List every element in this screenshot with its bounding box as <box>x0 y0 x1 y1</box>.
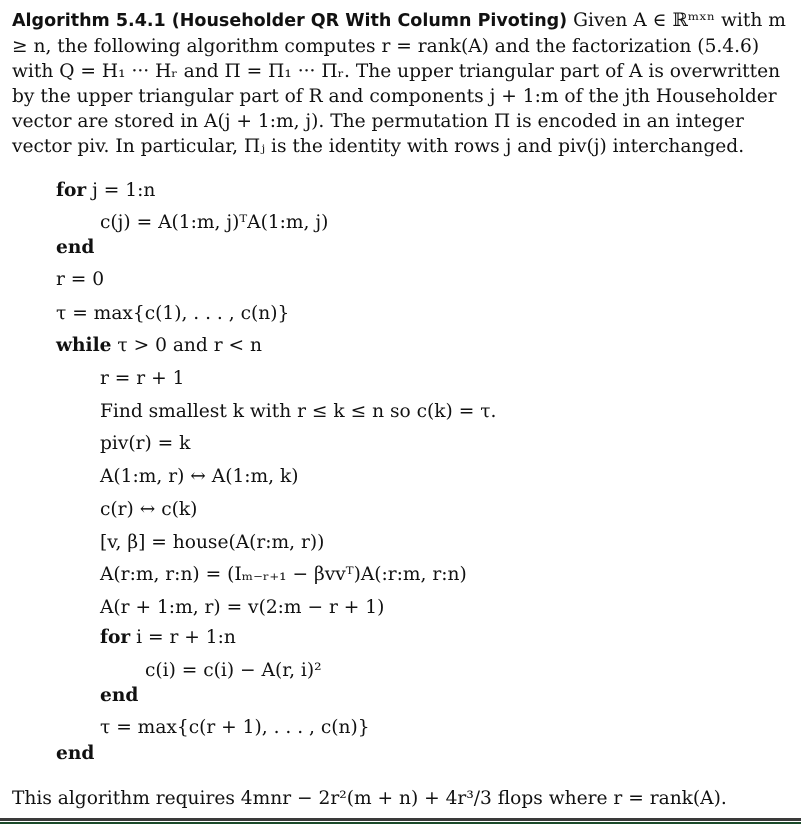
code-line-for-i: for i = r + 1:n <box>100 627 236 648</box>
code-line-apply-reflector: A(r:m, r:n) = (Iₘ₋ᵣ₊₁ − βvvᵀ)A(:r:m, r:n) <box>100 564 467 585</box>
code-line-update-c: c(i) = c(i) − A(r, i)² <box>145 660 322 681</box>
code-line-store-v: A(r + 1:m, r) = v(2:m − r + 1) <box>100 597 385 618</box>
algorithm-title: Algorithm 5.4.1 (Householder QR With Column Pivoting) <box>12 11 568 31</box>
code-line-end-inner-for: end <box>100 685 139 706</box>
code-line-update-tau: τ = max{c(r + 1), . . . , c(n)} <box>100 717 370 738</box>
code-line-increment-r: r = r + 1 <box>100 368 185 389</box>
flop-count-note: This algorithm requires 4mnr − 2r²(m + n) + 4r³/3 flops where r = rank(A). <box>12 788 727 809</box>
code-line-while: while τ > 0 and r < n <box>56 335 262 356</box>
code-line-compute-c: c(j) = A(1:m, j)ᵀA(1:m, j) <box>100 212 329 233</box>
bottom-divider <box>0 818 801 821</box>
code-line-init-tau: τ = max{c(1), . . . , c(n)} <box>56 303 290 324</box>
algorithm-intro-text: Given A ∈ ℝᵐˣⁿ with m ≥ n, the following algorithm computes r = rank(A) and the factorization (5.4.6) with Q = H₁ ··· Hᵣ and Π = Π₁ ··· Πᵣ. The upper triangular part of A is overwritten by the upper triangular part of R and components j + 1:m of the jth Householder vector are stored in A(j + 1:m, j). The permutation Π is encoded in an integer vector piv. In particular, Πⱼ is the identity with rows j and piv(j) interchanged. <box>12 10 786 157</box>
code-line-piv: piv(r) = k <box>100 433 191 454</box>
code-line-init-r: r = 0 <box>56 269 105 290</box>
code-line-end-while: end <box>56 743 95 764</box>
code-line-swap-columns: A(1:m, r) ↔ A(1:m, k) <box>100 466 299 487</box>
code-line-end-for: end <box>56 237 95 258</box>
code-line-find-k: Find smallest k with r ≤ k ≤ n so c(k) = τ. <box>100 401 497 422</box>
code-line-house: [v, β] = house(A(r:m, r)) <box>100 532 325 553</box>
algorithm-description <box>12 8 792 159</box>
code-line-for-j: for j = 1:n <box>56 180 156 201</box>
code-line-swap-c: c(r) ↔ c(k) <box>100 499 198 520</box>
